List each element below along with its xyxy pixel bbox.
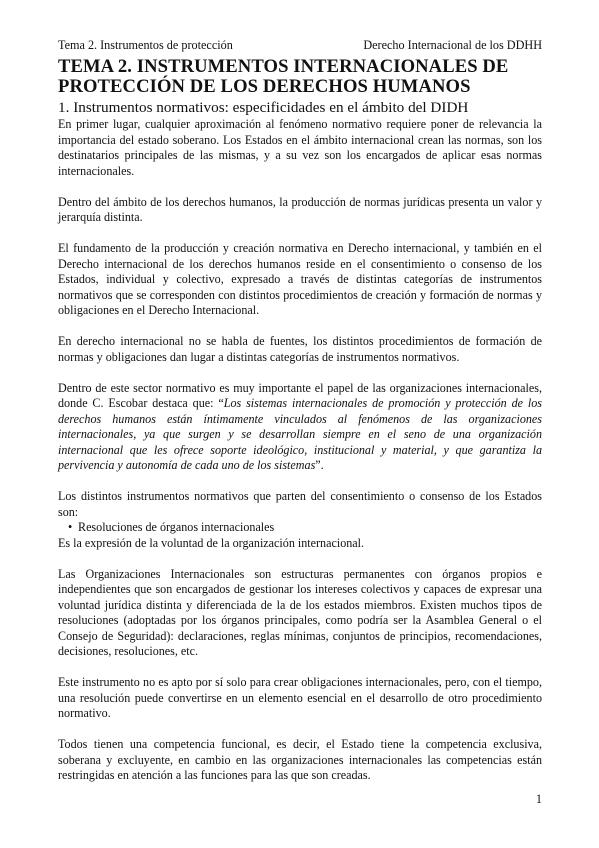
- paragraph-spacer: [58, 722, 542, 738]
- page-body: [58, 57, 542, 784]
- paragraph-9: Este instrumento no es apto por sí solo para crear obligaciones internacionales, pero, con el tiempo, una resolución puede convertirse en un elemento esencial en el desarrollo de otro procedimiento normativo.: [58, 675, 542, 720]
- paragraph-spacer: [58, 365, 542, 381]
- paragraph-3: El fundamento de la producción y creación normativa en Derecho internacional, y también en el Derecho internacional de los derechos humanos reside en el consentimiento o consenso de los Estados, individual y colectivo, expresado a través de distintas categorías de instrumentos normativos que se corresponden con distintos procedimientos de creación y formación de normas y obligaciones en el Derecho Internacional.: [58, 241, 542, 317]
- paragraph-7: Es la expresión de la voluntad de la organización internacional.: [58, 535, 365, 550]
- title-line-2: PROTECCIÓN DE LOS DERECHOS HUMANOS: [58, 76, 471, 97]
- paragraph-8: Las Organizaciones Internacionales son estructuras permanentes con órganos propios e independientes que son encargados de gestionar los intereses colectivos y capaces de expresar una voluntad jurídica distinta y diferenciada de la de los estados miembros. Existen muchos tipos de resoluciones (adoptadas por los órganos principales, como podría ser la Asamblea General o el Consejo de Seguridad): declaraciones, reglas mínimas, conjuntos de principios, recomendaciones, decisiones, resoluciones, etc.: [58, 566, 542, 658]
- escobar-quote: Los sistemas internacionales de promoción y protección de los derechos humanos están íntimamente vinculados al fenómenos de las organizaciones internacionales, ya que surgen y se desarrollan siempre en el seno de una organización internacional que les ofrece soporte ideológico, institucional y material, y que garantiza la pervivencia y autonomía de cada uno de los sistemas: [58, 396, 542, 472]
- paragraph-spacer: [58, 226, 542, 242]
- quote-intro: Dentro de este sector normativo es muy importante el papel de las organizaciones internacionales, donde C. Escobar destaca que: “: [58, 380, 542, 410]
- paragraph-spacer: [58, 660, 542, 676]
- paragraph-10: Todos tienen una competencia funcional, es decir, el Estado tiene la competencia exclusiva, soberana y excluyente, en cambio en las organizaciones internacionales las competencias están restringidas en atención a las funciones para las que son creadas.: [58, 737, 542, 782]
- paragraph-spacer: [58, 319, 542, 335]
- paragraph-2: Dentro del ámbito de los derechos humanos, la producción de normas jurídicas presenta un valor y jerarquía distinta.: [58, 194, 542, 224]
- list-item: [68, 520, 542, 536]
- header-subject: Derecho Internacional de los DDHH: [363, 38, 542, 52]
- header-topic: Tema 2. Instrumentos de protección: [58, 38, 233, 52]
- running-header: [58, 37, 542, 53]
- section-heading: 1. Instrumentos normativos: especificidades en el ámbito del DIDH: [58, 99, 469, 116]
- paragraph-spacer: [58, 551, 542, 567]
- document-title: [58, 57, 542, 97]
- title-line-1: TEMA 2. INSTRUMENTOS INTERNACIONALES DE: [58, 56, 509, 77]
- list-item-label: Resoluciones de órganos internacionales: [78, 520, 275, 534]
- paragraph-4: En derecho internacional no se habla de fuentes, los distintos procedimientos de formación de normas y obligaciones dan lugar a distintas categorías de instrumentos normativos.: [58, 334, 542, 364]
- paragraph-5-quote: [58, 381, 542, 474]
- paragraph-spacer: [58, 474, 542, 490]
- paragraph-1: En primer lugar, cualquier aproximación al fenómeno normativo requiere poner de relevancia la importancia del estado soberano. Los Estados en el ámbito internacional crean las normas, son los destinatarios principales de las mismas, y a su vez son los encargados de aplicar esas normas internacionales.: [58, 117, 542, 178]
- page-number: 1: [535, 792, 542, 806]
- bullet-icon: •: [68, 520, 73, 534]
- instrument-list: [58, 520, 542, 536]
- paragraph-spacer: [58, 179, 542, 195]
- paragraph-6: Los distintos instrumentos normativos que parten del consentimiento o consenso de los Estados son:: [58, 489, 542, 519]
- quote-close: ”.: [315, 458, 324, 472]
